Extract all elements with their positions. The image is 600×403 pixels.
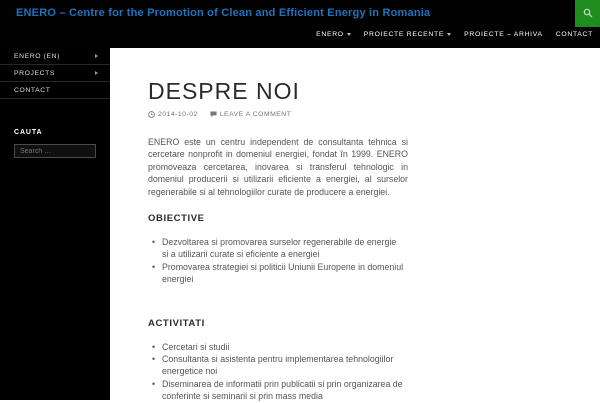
sidebar-item-enero-en[interactable] bbox=[0, 48, 110, 64]
list-item: • Promovarea strategiei si politicii Uniunii Europene in domeniul energiei bbox=[152, 261, 404, 286]
list-item: • Cercetari si studii bbox=[152, 341, 404, 353]
page-title: DESPRE NOI bbox=[148, 78, 300, 104]
sidebar-item-contact[interactable] bbox=[0, 82, 110, 98]
search-widget-title: CAUTA bbox=[14, 129, 43, 136]
section-heading-obiective: OBIECTIVE bbox=[148, 213, 205, 225]
main-content bbox=[110, 48, 600, 400]
section-heading-activitati: ACTIVITATI bbox=[148, 317, 205, 329]
sidebar-item-label: PROJECTS bbox=[14, 69, 56, 77]
comment-bubble-icon bbox=[210, 111, 217, 118]
chevron-right-icon bbox=[95, 54, 98, 58]
chevron-down-icon bbox=[447, 33, 451, 36]
sidebar-item-projects[interactable] bbox=[0, 65, 110, 81]
section-activitati bbox=[148, 318, 408, 403]
site-header bbox=[0, 0, 600, 48]
nav-item-label: CONTACT bbox=[555, 31, 593, 38]
sidebar-search-input[interactable] bbox=[14, 144, 96, 158]
list-item: • Diseminarea de informatii prin publicatii si prin organizarea de conferinte si seminarii si prin mass media bbox=[152, 378, 404, 403]
activitati-list bbox=[148, 341, 404, 403]
nav-item-enero[interactable] bbox=[316, 31, 351, 38]
leave-comment-label: LEAVE A COMMENT bbox=[219, 111, 292, 118]
clock-icon bbox=[148, 111, 155, 118]
search-toggle-button[interactable] bbox=[575, 0, 600, 27]
nav-item-proiecte-arhiva[interactable] bbox=[464, 31, 543, 38]
list-item: • Consultanta si asistenta pentru implementarea tehnologiilor energetice noi bbox=[152, 353, 404, 378]
nav-item-proiecte-recente[interactable] bbox=[364, 31, 451, 38]
nav-item-label: PROIECTE RECENTE bbox=[363, 31, 445, 38]
post-date: 2014-10-02 bbox=[158, 111, 198, 118]
chevron-down-icon bbox=[347, 33, 351, 36]
chevron-right-icon bbox=[95, 71, 98, 75]
nav-item-label: ENERO bbox=[316, 31, 344, 38]
entry-meta bbox=[148, 111, 408, 118]
post-date-link[interactable] bbox=[148, 111, 198, 118]
primary-nav bbox=[316, 31, 593, 38]
sidebar-item-label: CONTACT bbox=[14, 86, 51, 94]
sidebar-menu bbox=[0, 48, 110, 99]
section-obiective bbox=[148, 213, 408, 286]
site-title-link[interactable]: ENERO – Centre for the Promotion of Clean and Efficient Energy in Romania bbox=[16, 7, 431, 19]
article-intro-paragraph: ENERO este un centru independent de consultanta tehnica si cercetare nonprofit in domeniul energiei, fondat în 1999. ENERO promoveaza cercetarea, inovarea si transferul tehnologic in domeniul producerii si utilizarii eficiente a energiei, al surselor regenerabile si al tehnologiilor curate de producere a energiei. bbox=[148, 137, 408, 197]
article bbox=[110, 48, 408, 403]
sidebar-item-label: ENERO (EN) bbox=[14, 52, 61, 60]
nav-item-label: PROIECTE – ARHIVA bbox=[464, 31, 543, 38]
list-item: • Dezvoltarea si promovarea surselor regenerabile de energie si a utilizarii curate si eficiente a energiei bbox=[152, 236, 404, 261]
obiective-list bbox=[148, 236, 404, 286]
nav-item-contact[interactable] bbox=[556, 31, 593, 38]
search-icon bbox=[583, 6, 593, 21]
sidebar bbox=[0, 48, 110, 400]
leave-comment-link[interactable] bbox=[210, 111, 292, 118]
